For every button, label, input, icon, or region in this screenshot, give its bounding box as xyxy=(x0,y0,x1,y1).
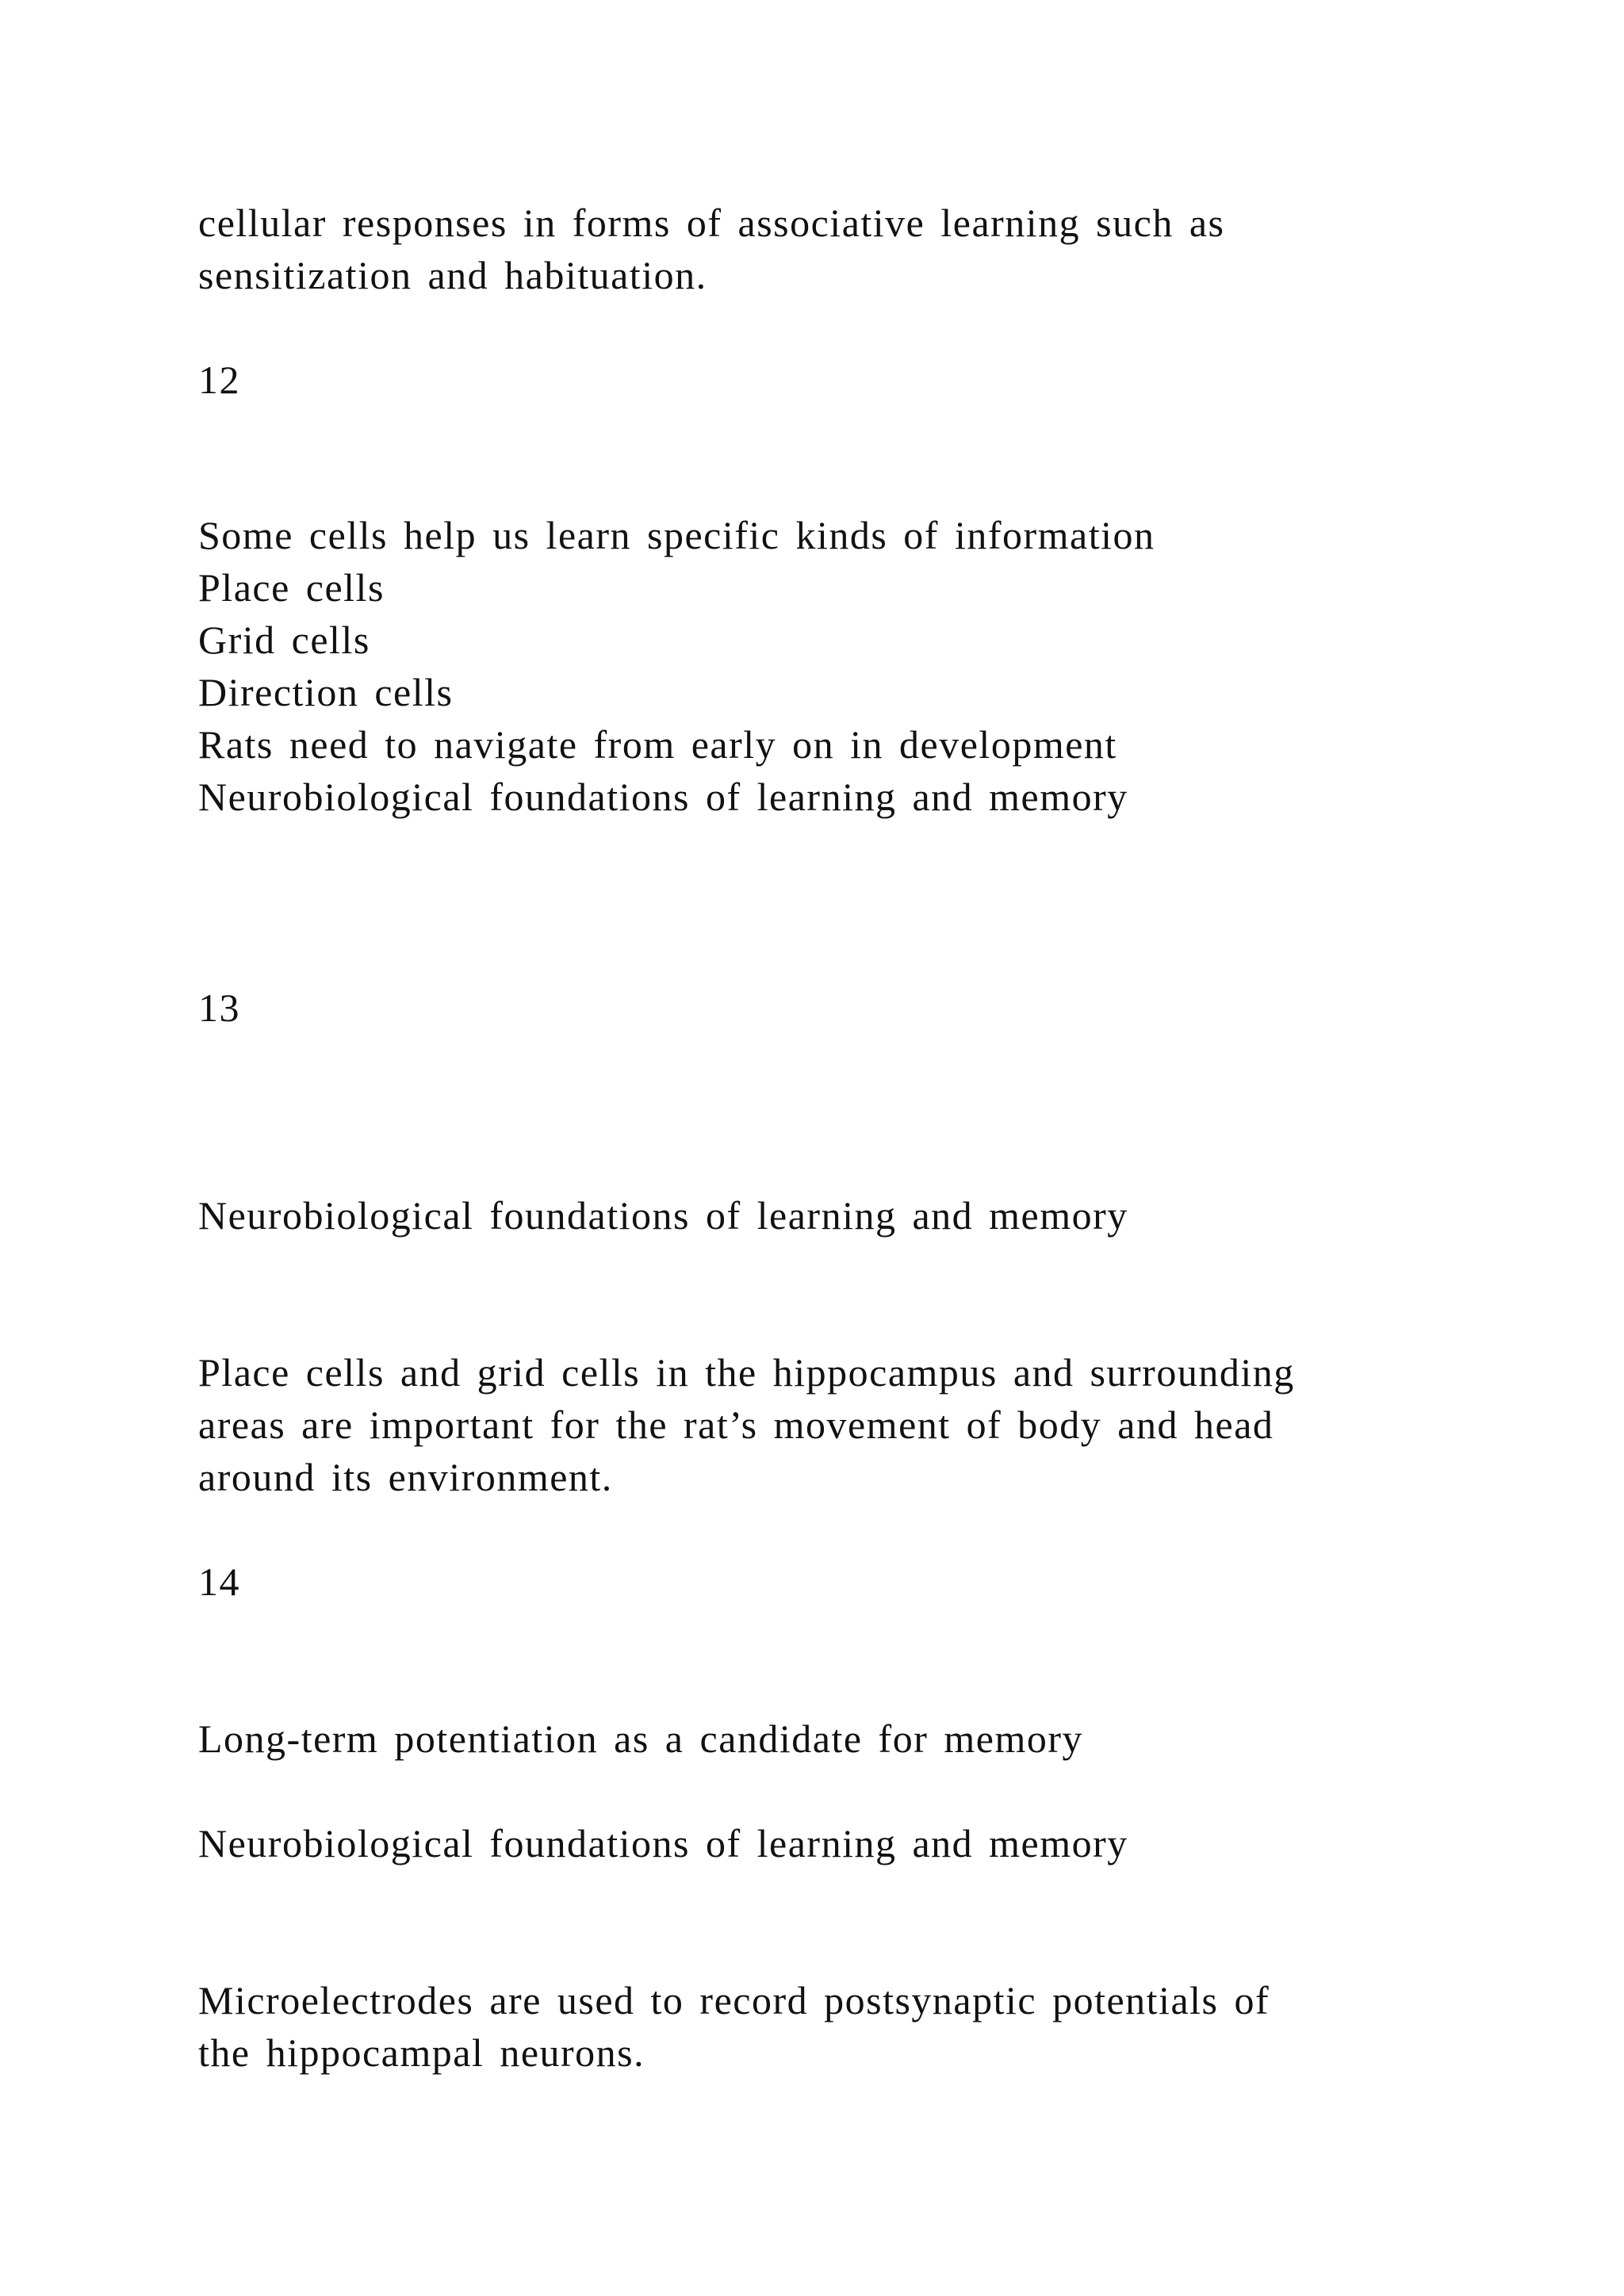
text-line: Neurobiological foundations of learning and memory xyxy=(198,1821,1128,1866)
text-line: areas are important for the rat’s movement of body and head xyxy=(198,1402,1274,1447)
text-line: around its environment. xyxy=(198,1455,613,1499)
text-line: Grid cells xyxy=(198,618,370,662)
text-line: the hippocampal neurons. xyxy=(198,2030,645,2075)
text-line: sensitization and habituation. xyxy=(198,253,707,297)
text-line: Neurobiological foundations of learning and memory xyxy=(198,775,1128,819)
text-line: Some cells help us learn specific kinds of information xyxy=(198,513,1155,557)
slide-number: 14 xyxy=(198,1559,240,1604)
text-line: cellular responses in forms of associative learning such as xyxy=(198,201,1225,245)
text-line: Place cells xyxy=(198,565,385,610)
slide-number: 13 xyxy=(198,985,240,1030)
text-line: Place cells and grid cells in the hippocampus and surrounding xyxy=(198,1350,1295,1395)
text-line: Rats need to navigate from early on in development xyxy=(198,722,1117,767)
text-line: Microelectrodes are used to record postsynaptic potentials of xyxy=(198,1978,1270,2022)
text-line: Neurobiological foundations of learning and memory xyxy=(198,1193,1128,1238)
slide-number: 12 xyxy=(198,358,240,402)
text-line: Long-term potentiation as a candidate for memory xyxy=(198,1716,1083,1761)
text-line: Direction cells xyxy=(198,670,454,714)
